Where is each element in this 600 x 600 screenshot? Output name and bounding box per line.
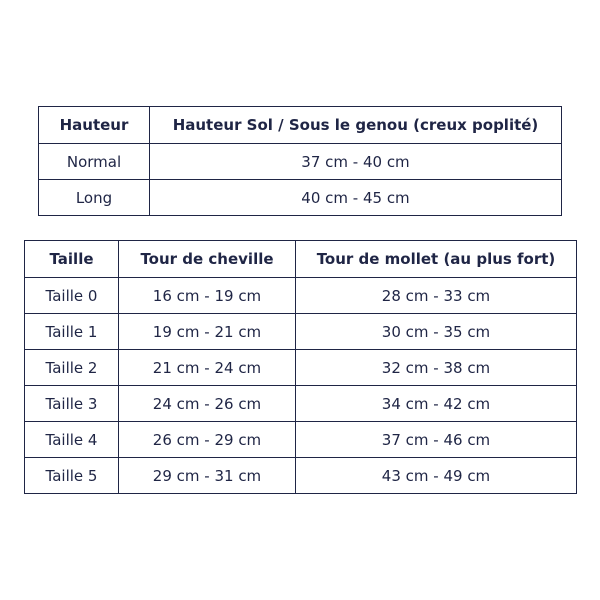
size-label: Taille 2 [25,350,119,386]
ankle-value: 29 cm - 31 cm [119,458,296,494]
size-header-cheville: Tour de cheville [119,241,296,278]
table-row [25,458,577,494]
table-row [25,350,577,386]
calf-value: 37 cm - 46 cm [296,422,577,458]
size-label: Taille 1 [25,314,119,350]
size-label: Taille 5 [25,458,119,494]
table-row [39,144,562,180]
ankle-value: 16 cm - 19 cm [119,278,296,314]
height-row-label: Long [39,180,150,216]
ankle-value: 26 cm - 29 cm [119,422,296,458]
calf-value: 43 cm - 49 cm [296,458,577,494]
table-row [25,278,577,314]
height-row-value: 40 cm - 45 cm [150,180,562,216]
height-row-value: 37 cm - 40 cm [150,144,562,180]
table-row [25,386,577,422]
size-header-mollet: Tour de mollet (au plus fort) [296,241,577,278]
table-row [25,422,577,458]
size-header-taille: Taille [25,241,119,278]
size-table [24,240,577,494]
size-label: Taille 4 [25,422,119,458]
calf-value: 28 cm - 33 cm [296,278,577,314]
size-table-header-row [25,241,577,278]
height-header-measure: Hauteur Sol / Sous le genou (creux poplité) [150,107,562,144]
table-row [25,314,577,350]
size-label: Taille 0 [25,278,119,314]
height-row-label: Normal [39,144,150,180]
height-table [38,106,562,216]
calf-value: 32 cm - 38 cm [296,350,577,386]
calf-value: 30 cm - 35 cm [296,314,577,350]
ankle-value: 19 cm - 21 cm [119,314,296,350]
table-row [39,180,562,216]
size-label: Taille 3 [25,386,119,422]
ankle-value: 24 cm - 26 cm [119,386,296,422]
ankle-value: 21 cm - 24 cm [119,350,296,386]
height-table-header-row [39,107,562,144]
calf-value: 34 cm - 42 cm [296,386,577,422]
height-header-hauteur: Hauteur [39,107,150,144]
